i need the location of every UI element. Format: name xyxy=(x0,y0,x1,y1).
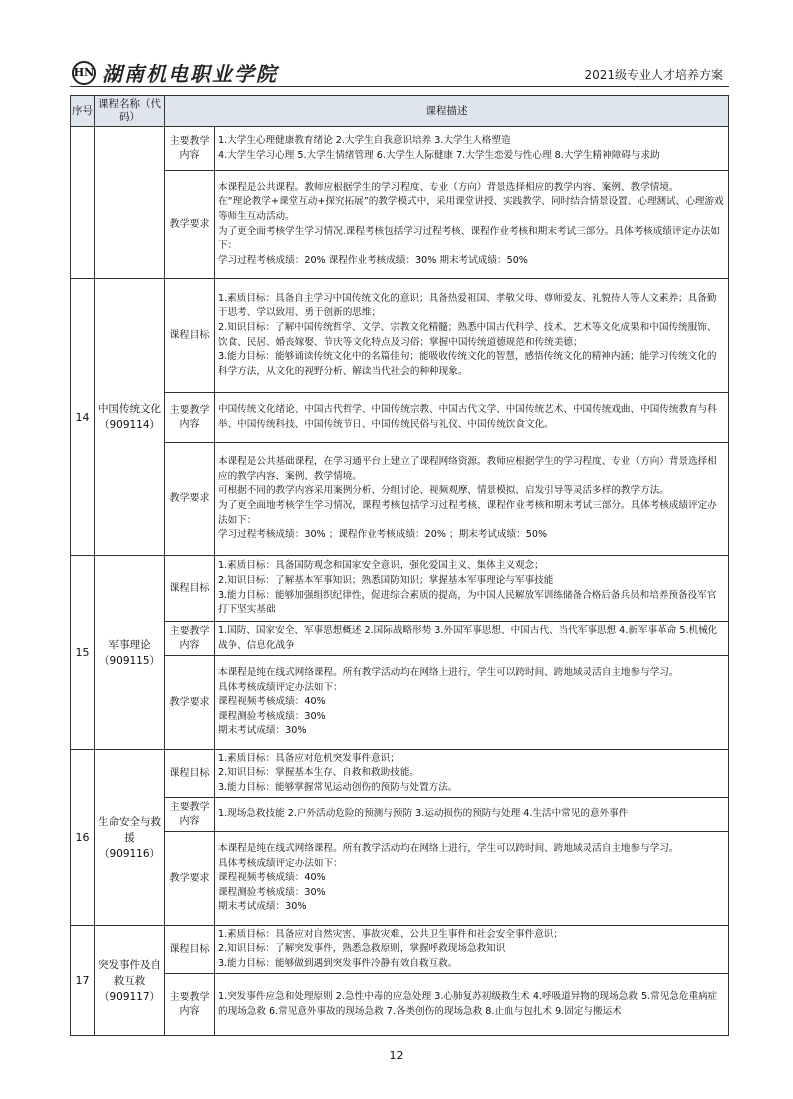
course-name: 突发事件及自救互救（909117） xyxy=(95,926,165,1036)
section-content xyxy=(215,974,729,1036)
col-header-name: 课程名称（代码） xyxy=(95,96,165,127)
content-line: 课程视频考核成绩：40% xyxy=(218,872,326,884)
section-label: 课程目标 xyxy=(165,750,215,798)
content-line: 中国传统文化绪论、中国古代哲学、中国传统宗教、中国古代文学、中国传统艺术、中国传统戏曲、中国传统教育与科举、中国传统科技、中国传统节日、中国传统民俗与礼仪、中国传统饮食文化。 xyxy=(218,403,717,430)
page-header xyxy=(70,56,729,86)
document-title: 2021级专业人才培养方案 xyxy=(584,68,723,82)
section-label: 主要教学内容 xyxy=(165,127,215,171)
course-number: 15 xyxy=(71,556,95,750)
section-content xyxy=(215,279,729,393)
content-line: 1.国防、国家安全、军事思想概述 2.国际战略形势 3.外国军事思想、中国古代、当代军事思想 4.新军事革命 5.机械化战争、信息化战争 xyxy=(218,624,718,651)
table-row xyxy=(71,171,729,279)
course-name: 生命安全与救援（909116） xyxy=(95,750,165,926)
course-table xyxy=(70,95,729,1036)
page-number: 12 xyxy=(389,1049,404,1062)
table-row xyxy=(71,656,729,750)
content-line: 为了更全面地考核学生学习情况，课程考核包括学习过程考核、课程作业考核和期末考试三部分。具体考核成绩评定办法如下： xyxy=(218,500,717,526)
content-line: 1.素质目标：具备应对危机突发事件意识； xyxy=(218,752,400,764)
content-line: 课程测验考核成绩：30% xyxy=(218,886,326,898)
content-line: 具体考核成绩评定办法如下： xyxy=(218,857,343,869)
table-row xyxy=(71,556,729,622)
section-content xyxy=(215,926,729,974)
section-content xyxy=(215,393,729,443)
content-line: 本课程是公共基础课程，在学习通平台上建立了课程网络资源。教师应根据学生的学习程度、专业（方向）背景选择相应的教学内容、案例、教学情境。 xyxy=(218,456,717,482)
content-line: 1.现场急救技能 2.户外活动危险的预测与预防 3.运动损伤的预防与处理 4.生活中常见的意外事件 xyxy=(218,808,629,820)
content-line: 本课程是公共课程。教师应根据学生的学习程度、专业（方向）背景选择相应的教学内容、案例、教学情境。 xyxy=(218,181,679,193)
content-line: 4.大学生学习心理 5.大学生情绪管理 6.大学生人际健康 7.大学生恋爱与性心理 8.大学生精神障碍与求助 xyxy=(218,149,660,161)
section-content xyxy=(215,556,729,622)
section-label: 主要教学内容 xyxy=(165,974,215,1036)
table-row xyxy=(71,279,729,393)
section-content xyxy=(215,656,729,750)
content-line: 在“理论教学+课堂互动+探究拓展”的教学模式中，采用课堂讲授、实践教学、同时结合情景设置、心理测试、心理游戏等师生互动活动。 xyxy=(218,196,724,222)
section-content xyxy=(215,750,729,798)
content-line: 1.素质目标：具备应对自然灾害、事故灾难、公共卫生事件和社会安全事件意识； xyxy=(218,928,563,940)
section-content xyxy=(215,443,729,556)
content-line: 1.素质目标：具备自主学习中国传统文化的意识；具备热爱祖国、孝敬父母、尊师爱友、礼貌待人等人文素养；具备勤于思考、学以致用、勇于创新的思维； xyxy=(218,292,717,319)
course-name: 中国传统文化（909114） xyxy=(95,279,165,556)
table-row xyxy=(71,622,729,656)
content-line: 2.知识目标：了解突发事件，熟悉急救原则，掌握呼救现场急救知识 xyxy=(218,943,506,955)
content-line: 课程视频考核成绩：40% xyxy=(218,696,326,708)
section-content xyxy=(215,622,729,656)
school-name-logo: 湖南机电职业学院 xyxy=(102,62,278,86)
section-label: 教学要求 xyxy=(165,443,215,556)
section-label: 课程目标 xyxy=(165,926,215,974)
content-line: 期末考试成绩：30% xyxy=(218,725,307,737)
content-line: 学习过程考核成绩：20% 课程作业考核成绩：30% 期末考试成绩：50% xyxy=(218,254,528,266)
content-line: 1.突发事件应急和处理原则 2.急性中毒的应急处理 3.心肺复苏初级救生术 4.呼吸道异物的现场急救 5.常见急危重病症的现场急救 6.常见意外事故的现场急救 7.各类创伤的现场急救 8.止血与包扎术 9.固定与搬运术 xyxy=(218,990,718,1017)
content-line: 可根据不同的教学内容采用案例分析、分组讨论、视频观摩、情景模拟、启发引导等灵活多样的教学方法。 xyxy=(218,485,669,497)
content-line: 1.素质目标：具备国防观念和国家安全意识，强化爱国主义、集体主义观念； xyxy=(218,560,544,572)
table-row xyxy=(71,750,729,798)
content-line: 2.知识目标：掌握基本生存、自救和救助技能。 xyxy=(218,767,420,779)
course-number: 14 xyxy=(71,279,95,556)
school-logo xyxy=(72,58,278,87)
table-row xyxy=(71,443,729,556)
section-label: 教学要求 xyxy=(165,656,215,750)
section-label: 主要教学内容 xyxy=(165,622,215,656)
content-line: 2.知识目标：了解中国传统哲学、文学、宗教文化精髓；熟悉中国古代科学、技术、艺术等文化成果和中国传统服饰、饮食、民居、婚丧嫁娶、节庆等文化特点及习俗；掌握中国传统道德规范和传统美德； xyxy=(218,321,717,348)
content-line: 具体考核成绩评定办法如下： xyxy=(218,681,343,693)
table-row xyxy=(71,127,729,171)
table-row xyxy=(71,798,729,832)
course-name xyxy=(95,127,165,279)
content-line: 3.能力目标：能够诵读传统文化中的名篇佳句；能吸收传统文化的智慧，感悟传统文化的精神内涵；能学习传统文化的科学方法，从文化的视野分析、解读当代社会的种种现象。 xyxy=(218,351,717,377)
header-divider xyxy=(70,86,729,87)
section-content xyxy=(215,832,729,926)
content-line: 本课程是纯在线式网络课程。所有教学活动均在网络上进行，学生可以跨时间、跨地域灵活自主地参与学习。 xyxy=(218,843,679,855)
content-line: 3.能力目标：能够加强组织纪律性，促进综合素质的提高，为中国人民解放军训练储备合格后备兵员和培养预备役军官打下坚实基础 xyxy=(218,589,717,616)
content-line: 期末考试成绩：30% xyxy=(218,901,307,913)
course-number: 16 xyxy=(71,750,95,926)
section-content xyxy=(215,798,729,832)
course-number: 17 xyxy=(71,926,95,1036)
content-line: 本课程是纯在线式网络课程。所有教学活动均在网络上进行，学生可以跨时间、跨地域灵活自主地参与学习。 xyxy=(218,667,679,679)
content-line: 3.能力目标：能够掌握常见运动创伤的预防与处置方法。 xyxy=(218,781,458,793)
table-header-row xyxy=(71,96,729,127)
content-line: 学习过程考核成绩：30% ；课程作业考核成绩：20% ；期末考试成绩：50% xyxy=(218,529,548,541)
content-line: 2.知识目标：了解基本军事知识；熟悉国防知识；掌握基本军事理论与军事技能 xyxy=(218,574,554,586)
table-row xyxy=(71,832,729,926)
course-number xyxy=(71,127,95,279)
table-row xyxy=(71,393,729,443)
table-row xyxy=(71,974,729,1036)
table-body xyxy=(71,127,729,1036)
content-line: 课程测验考核成绩：30% xyxy=(218,710,326,722)
table-row xyxy=(71,926,729,974)
section-label: 课程目标 xyxy=(165,556,215,622)
section-label: 课程目标 xyxy=(165,279,215,393)
school-emblem-icon: HN xyxy=(72,61,96,85)
content-line: 1.大学生心理健康教育绪论 2.大学生自我意识培养 3.大学生人格塑造 xyxy=(218,134,511,146)
section-label: 主要教学内容 xyxy=(165,393,215,443)
section-label: 主要教学内容 xyxy=(165,798,215,832)
col-header-no: 序号 xyxy=(71,96,95,127)
section-label: 教学要求 xyxy=(165,832,215,926)
content-line: 为了更全面考核学生学习情况.课程考核包括学习过程考核、课程作业考核和期末考试三部分。具体考核成绩评定办法如下： xyxy=(218,225,720,252)
col-header-description: 课程描述 xyxy=(165,96,729,127)
section-content xyxy=(215,171,729,279)
course-name: 军事理论（909115） xyxy=(95,556,165,750)
section-label: 教学要求 xyxy=(165,171,215,279)
content-line: 3.能力目标：能够做到遇到突发事件冷静有效自救互救。 xyxy=(218,957,458,969)
section-content xyxy=(215,127,729,171)
